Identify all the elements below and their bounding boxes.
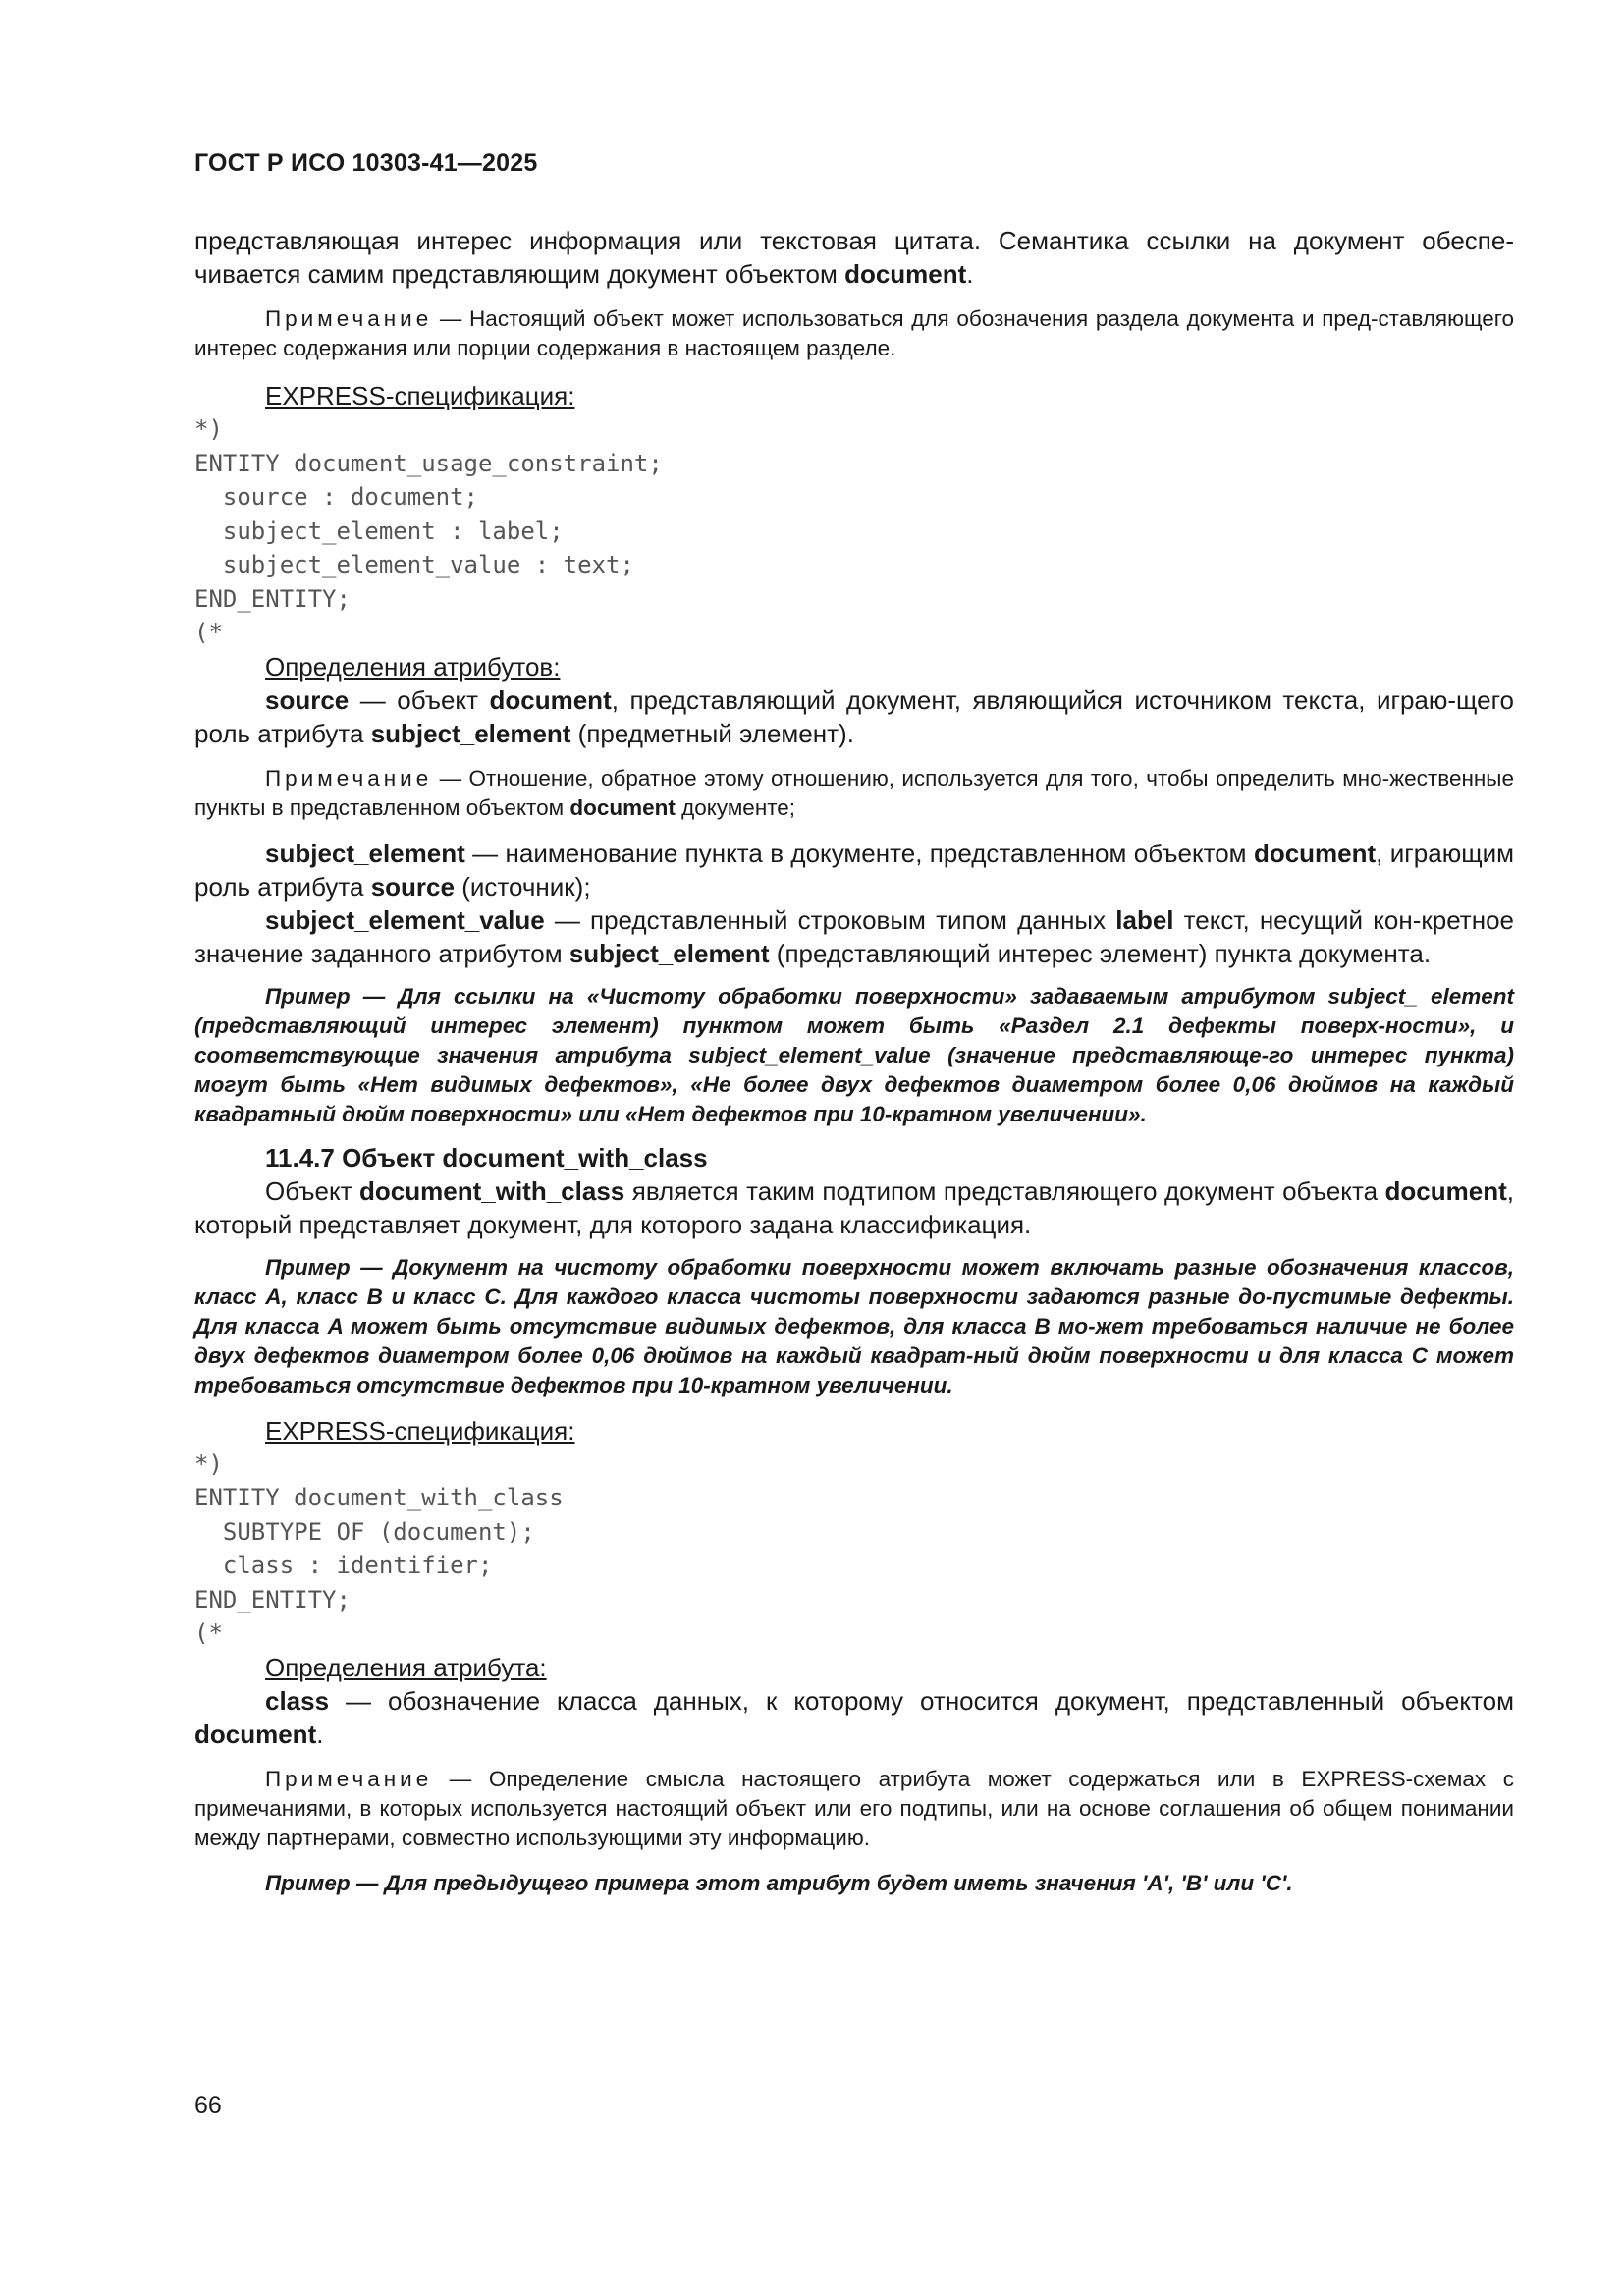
text: является таким подтипом представляющего документ объекта [624,1175,1385,1206]
attribute-name: subject_element_value [265,904,545,935]
attribute-source [194,683,1514,750]
bold-term: document [569,794,676,820]
note-text: — Определение смысла настоящего атрибута может содержаться или в EXPRESS-схемах с примечаниями, в которых используется настоящий объект или его подтипы, или на основе соглашения об общем понимании между партнерами, совместно использующими эту информацию. [194,1766,1514,1850]
code-line: END_ENTITY; [194,584,351,613]
attribute-class [194,1684,1514,1751]
attribute-subject-element [194,837,1514,903]
bold-term: document [194,1719,317,1749]
text: Объект [265,1175,360,1206]
text: текст, несущий кон-кретное значение заданного атрибутом [194,904,1514,968]
note-3 [194,1765,1514,1853]
underlined-heading: EXPRESS-спецификация: [265,381,575,410]
bold-term: document [489,684,612,715]
bold-term: subject_element [568,938,770,968]
code-line: class : identifier; [194,1552,493,1579]
note-2 [194,764,1514,823]
code-line: (* [194,1619,223,1647]
code-line: (* [194,619,223,646]
code-line: subject_element_value : text; [194,551,634,578]
attribute-name: subject_element [265,838,465,868]
express-code-1 [194,412,1514,650]
code-line: END_ENTITY; [194,1585,351,1613]
code-line: ENTITY document_usage_constraint; [194,449,663,477]
code-line: *) [194,415,223,443]
code-line: source : document; [194,483,478,511]
section-heading: 11.4.7 Объект document_with_class [265,1142,708,1173]
note-label: Примечание [265,306,433,331]
code-line: SUBTYPE OF (document); [194,1517,535,1546]
example-3: Пример — Для предыдущего примера этот атрибут будет иметь значения 'A', 'B' или 'C'. [265,1870,1293,1895]
example-1: Пример — Для ссылки на «Чистоту обработки поверхности» задаваемым атрибутом subject_ element (представляющий интерес элемент) пунктом может быть «Раздел 2.1 дефекты поверх-ности», и соответствующие значения атрибута subject_element_value (значение представляюще-го интерес пункта) могут быть «Нет видимых дефектов», «Не более двух дефектов диаметром более 0,06 дюймов на каждый квадратный дюйм поверхности» или «Нет дефектов при 10-кратном увеличении». [194,983,1514,1126]
underlined-heading: Определения атрибута: [265,1652,547,1682]
text: , играющим роль атрибута [194,838,1514,902]
document-header: ГОСТ Р ИСО 10303-41—2025 [194,149,538,177]
attribute-definitions-title-1 [194,650,1514,683]
bold-term: source [370,871,455,902]
text: . [316,1719,324,1749]
text: , который представляет документ, для которого задана классификация. [194,1175,1515,1239]
text: — объект [349,684,490,715]
text: — представленный строковым типом данных [544,904,1116,935]
bold-term: document [844,259,967,289]
note-1 [194,304,1514,363]
text: (предметный элемент). [570,718,854,748]
text: — обозначение класса данных, к которому относится документ, представленный объектом [329,1685,1514,1716]
attribute-name: source [265,684,350,715]
code-line: *) [194,1449,223,1478]
note-text: документе; [675,794,796,820]
text: (источник); [454,871,591,902]
underlined-heading: Определения атрибутов: [265,651,561,682]
note-text: — Настоящий объект может использоваться для обозначения раздела документа и пред-ставляющего интерес содержания или порции содержания в настоящем разделе. [194,306,1514,360]
bold-term: label [1115,904,1174,935]
underlined-heading: EXPRESS-спецификация: [265,1415,575,1446]
text: представляющая интерес информация или текстовая цитата. Семантика ссылки на документ обеспе-чивается самим представляющим документ объектом [194,226,1514,289]
content-flow [194,224,1514,1898]
text: . [966,259,974,289]
bold-term: document_with_class [359,1175,625,1206]
bold-term: document [1253,838,1377,868]
attribute-definitions-title-2 [194,1651,1514,1684]
note-label: Примечание [265,1766,433,1791]
express-title-1 [194,379,1514,412]
bold-term: subject_element [370,718,571,748]
express-code-2 [194,1448,1514,1651]
code-line: subject_element : label; [194,517,564,545]
paragraph-document-with-class [194,1175,1514,1241]
page-number: 66 [194,2092,222,2119]
text: , представляющий документ, являющийся источником текста, играю-щего роль атрибута [194,684,1514,748]
example-2: Пример — Документ на чистоту обработки поверхности может включать разные обозначения классов, класс A, класс B и класс C. Для каждого класса чистоты поверхности задаются разные до-пустимые дефекты. Для класса A может быть отсутствие видимых дефектов, для класса B мо-жет требоваться наличие не более двух дефектов диаметром более 0,06 дюймов на каждый квадрат-ный дюйм поверхности и для класса C может требоваться отсутствие дефектов при 10-кратном увеличении. [194,1254,1514,1397]
text: — наименование пункта в документе, представленном объектом [464,838,1254,868]
paragraph-intro [194,224,1514,291]
note-label: Примечание [265,765,433,791]
attribute-name: class [265,1685,330,1716]
code-line: ENTITY document_with_class [194,1484,564,1511]
text: (представляющий интерес элемент) пункта документа. [769,938,1432,968]
attribute-subject-element-value [194,903,1514,970]
bold-term: document [1384,1175,1507,1206]
note-text: — Отношение, обратное этому отношению, используется для того, чтобы определить мно-жественные пункты в представленном объектом [194,765,1514,820]
express-title-2 [194,1414,1514,1448]
